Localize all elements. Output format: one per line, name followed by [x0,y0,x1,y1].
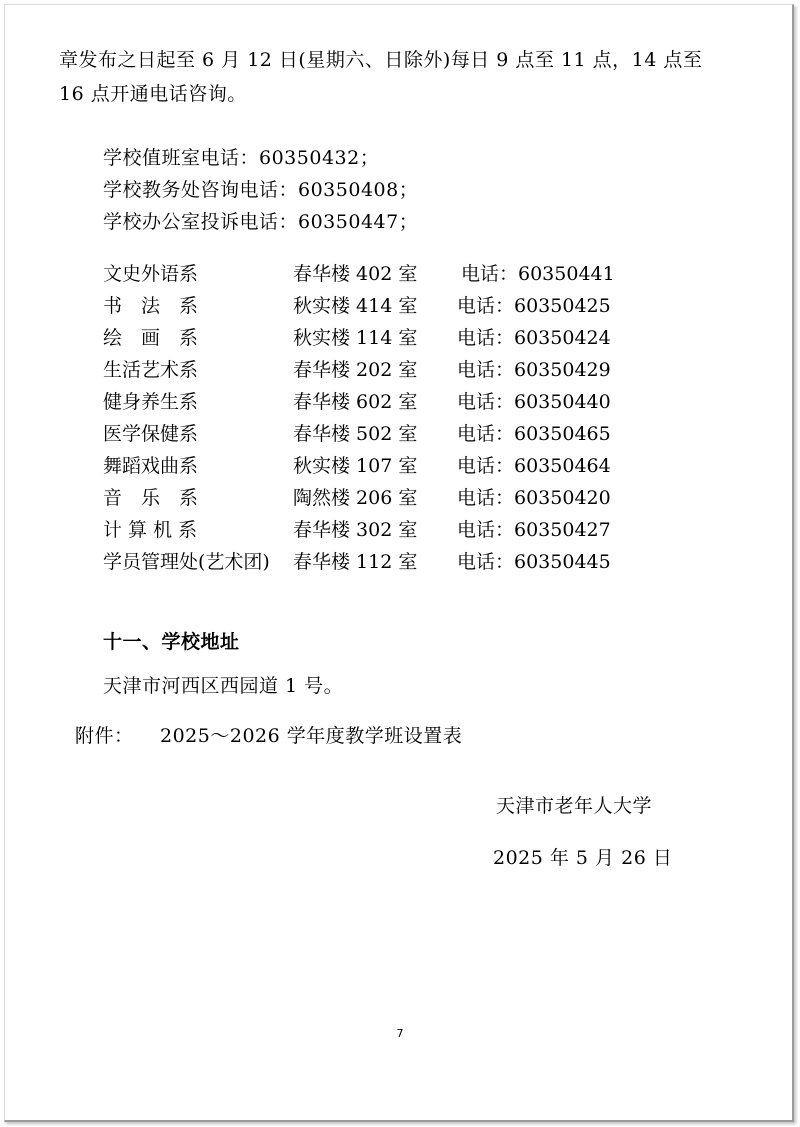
department-phone: 电话：60350465 [457,423,611,445]
address-heading: 十一、学校地址 [103,631,240,653]
department-phone: 电话：60350427 [457,519,611,541]
department-room: 春华楼 502 室 [293,423,418,445]
department-phone: 电话：60350440 [457,391,611,413]
address-text: 天津市河西区西园道 1 号。 [103,675,344,697]
department-room: 秋实楼 114 室 [293,327,418,349]
department-name: 生活艺术系 [103,359,199,381]
department-phone: 电话：60350420 [457,487,611,509]
department-name: 书 法 系 [103,295,199,317]
contact-academic-affairs: 学校教务处咨询电话：60350408； [103,179,419,201]
contact-complaint: 学校办公室投诉电话：60350447； [103,211,419,233]
page-number: 7 [396,1027,404,1040]
department-room: 春华楼 202 室 [293,359,418,381]
department-room: 秋实楼 107 室 [293,455,418,477]
department-phone: 电话：60350424 [457,327,611,349]
attachment-label: 附件： [75,725,134,747]
department-room: 春华楼 302 室 [293,519,418,541]
signature-date: 2025 年 5 月 26 日 [493,847,673,869]
signature-org: 天津市老年人大学 [496,795,653,817]
department-phone: 电话：60350429 [457,359,611,381]
contact-duty-office: 学校值班室电话：60350432； [103,147,380,169]
department-phone: 电话：60350464 [457,455,611,477]
department-phone: 电话：60350425 [457,295,611,317]
department-room: 春华楼 402 室 [293,263,418,285]
department-name: 学员管理处(艺术团) [103,551,270,573]
department-name: 文史外语系 [103,263,199,285]
department-name: 医学保健系 [103,423,199,445]
department-phone: 电话：60350441 [461,263,615,285]
department-room: 春华楼 112 室 [293,551,418,573]
department-room: 秋实楼 414 室 [293,295,418,317]
department-name: 音 乐 系 [103,487,199,509]
department-name: 舞蹈戏曲系 [103,455,199,477]
intro-line-1: 章发布之日起至 6 月 12 日(星期六、日除外)每日 9 点至 11 点，14 点至 [59,49,703,71]
department-room: 春华楼 602 室 [293,391,418,413]
department-name: 绘 画 系 [103,327,199,349]
department-room: 陶然楼 206 室 [293,487,418,509]
attachment-text: 2025～2026 学年度教学班设置表 [160,725,463,747]
intro-line-2: 16 点开通电话咨询。 [59,83,247,105]
department-phone: 电话：60350445 [457,551,611,573]
department-name: 健身养生系 [103,391,199,413]
department-name: 计 算 机 系 [103,519,198,541]
